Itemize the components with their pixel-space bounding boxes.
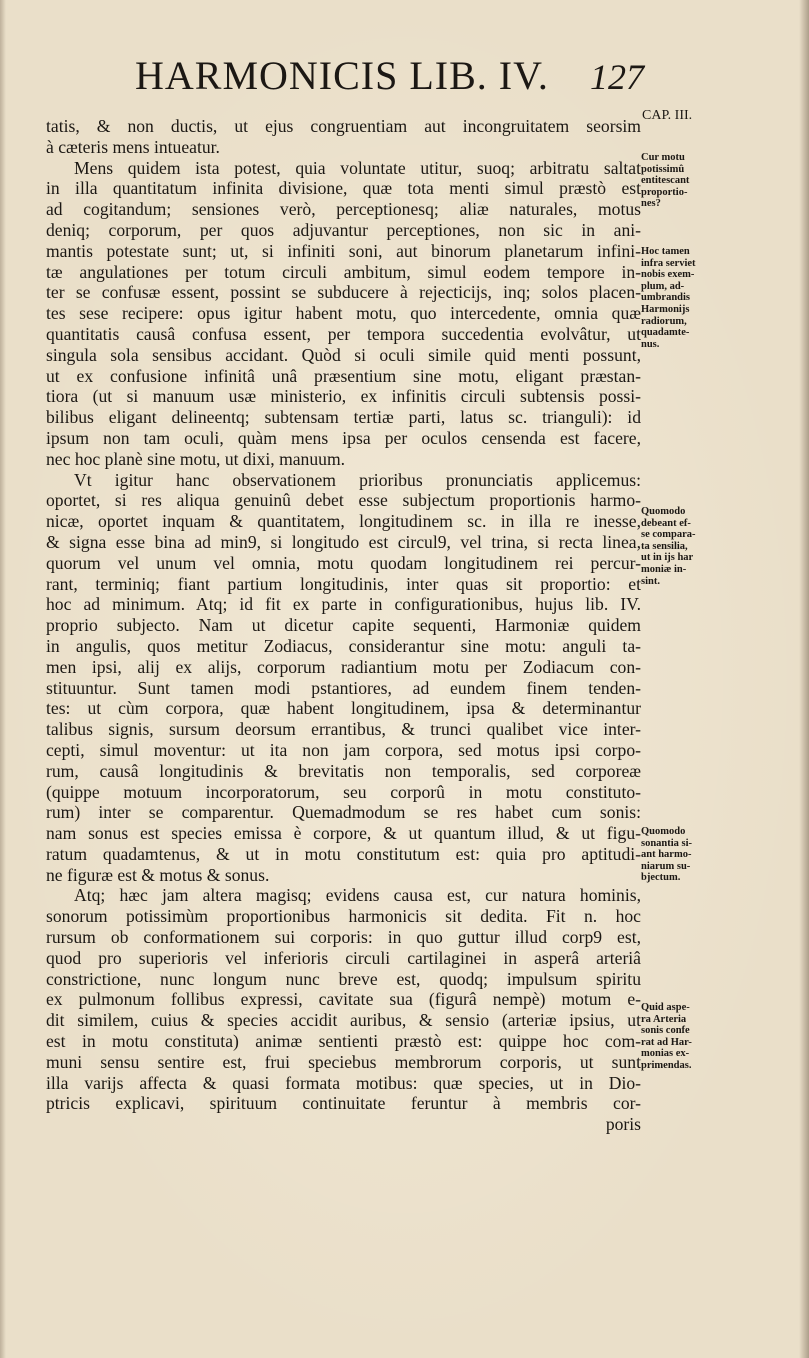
margin-note-line: sint. [641, 575, 660, 587]
text-line: ex pulmonum follibus expressi, cavitate sua (figurâ nempè) motum e- [46, 989, 641, 1010]
page-right-edge [799, 0, 809, 1358]
margin-note-line: ut in ijs har [641, 552, 694, 564]
text-line: tes sese recipere: opus igitur habent motu, quo intercedente, omnia quæ [46, 303, 641, 324]
margin-note-line: nes? [641, 198, 661, 210]
text-line: ter se confusæ essent, possint se subducere à rejecticijs, inq; solos placen- [46, 282, 641, 303]
margin-note-line: Harmonijs [641, 303, 690, 315]
text-line: ipsum non tam oculi, quàm mens ipsa per oculos censenda est facere, [46, 427, 641, 448]
margin-note-line: proportio- [641, 186, 688, 198]
margin-note [641, 1002, 719, 1072]
margin-note-line: bjectum. [641, 872, 681, 884]
text-line: men ipsi, alij ex alijs, corporum radiantium motu per Zodiacum con- [46, 656, 641, 677]
margin-note-line: quadamte- [641, 327, 690, 339]
text-line: mantis potestate sunt; ut, si infiniti soni, aut binorum planetarum infini- [46, 240, 641, 261]
margin-note-line: ta sensilia, [641, 540, 688, 552]
chapter-label: CAP. III. [642, 108, 693, 123]
text-line: tatis, & non ductis, ut ejus congruentiam aut incongruitatem seorsim [46, 116, 641, 136]
text-line: tiora (ut si manuum usæ ministerio, ex infinitis circuli subtensis possi- [46, 386, 641, 407]
text-line: dit similem, cuius & species accidit auribus, & sensio (arteriæ ipsius, ut [46, 1010, 641, 1031]
text-line: deniq; corporum, per quos adjuvantur perceptiones, non sic in ani- [46, 219, 641, 240]
text-line: ad cogitandum; sensiones verò, perceptionesq; aliæ naturales, motus [46, 199, 641, 220]
text-line: singula sola sensibus accidant. Quòd si oculi simile quid menti possunt, [46, 344, 641, 365]
text-line: tæ angulationes per totum circuli ambitum, simul eodem tempore in- [46, 261, 641, 282]
margin-note-line: rat ad Har- [641, 1036, 692, 1048]
text-line: nam sonus est species emissa è corpore, & ut quantum illud, & ut figu- [46, 823, 641, 844]
text-line: quantitatis causâ confusa essent, per tempora succedentia evolvâtur, ut [46, 323, 641, 344]
text-line: quorum vel unum vel omnia, motu quodam longitudinem rei percur- [46, 552, 641, 573]
text-line: proprio subjecto. Nam ut dicetur capite sequenti, Harmoniæ quidem [46, 615, 641, 636]
text-line: ne figuræ est & motus & sonus. [46, 864, 270, 885]
margin-note-line: Hoc tamen [641, 246, 690, 257]
text-line: ratum quadamtenus, & ut in motu constitutum est: quia pro aptitudi- [46, 843, 641, 864]
text-line: ptricis explicavi, spirituum continuitate feruntur à membris cor- [46, 1093, 641, 1114]
text-line: nec hoc planè sine motu, ut dixi, manuum. [46, 448, 346, 469]
text-line: Atq; hæc jam altera magisq; evidens causa est, cur natura hominis, [74, 885, 641, 906]
text-line: bilibus eligant delineentq; subtensam tertiæ parti, latus sc. trianguli): id [46, 407, 641, 428]
text-line: talibus signis, sursum deorsum errantibus, & trunci qualibet vice inter- [46, 719, 641, 740]
text-line: rum) inter se comparentur. Quemadmodum se res habet cum sonis: [46, 802, 641, 823]
text-line: oportet, si res aliqua genuinû debet esse subjectum proportionis harmo- [46, 490, 641, 511]
margin-note-line: primendas. [641, 1059, 692, 1071]
text-line: cepti, simul moventur: ut ita non jam corpora, sed motus ipsi corpo- [46, 739, 641, 760]
margin-note [641, 826, 719, 884]
page-number: 127 [590, 57, 644, 97]
margin-note [641, 246, 719, 350]
margin-note-line: moniæ in- [641, 563, 687, 575]
text-line: tes: ut cùm corpora, quæ habent longitudinem, ipsa & determinantur [46, 698, 641, 719]
text-line: sonorum potissimùm proportionibus harmonicis sit dedita. Fit n. hoc [46, 906, 641, 927]
text-line: quod pro superioris vel inferioris circuli cartilaginei in asperâ arteriâ [46, 947, 641, 968]
margin-note-line: niarum su- [641, 860, 691, 872]
margin-note-line: ra Arteria [641, 1013, 687, 1025]
margin-note-line: monias ex- [641, 1048, 690, 1060]
margin-note-line: se compara- [641, 529, 696, 541]
margin-note-line: radiorum, [641, 315, 687, 327]
text-line: rant, terminiq; fiant partium longitudinis, inter quas sit proportio: et [46, 573, 641, 594]
text-line: illa varijs affecta & quasi formata motibus: quæ species, ut in Dio- [46, 1072, 641, 1093]
margin-note-line: Quid aspe- [641, 1002, 690, 1013]
margin-note [641, 152, 719, 210]
margin-note-line: sonantia si- [641, 837, 693, 849]
text-line: ut ex confusione infinitâ unâ præsentium sine motu, eligant præstan- [46, 365, 641, 386]
text-line: & signa esse bina ad min9, si longitudo est circul9, vel trina, si recta linea, [46, 531, 641, 552]
text-line: hoc ad minimum. Atq; id fit ex parte in configurationibus, hujus lib. IV. [46, 594, 641, 615]
margin-note-line: ant harmo- [641, 849, 692, 861]
text-line: nicæ, oportet inquam & quantitatem, longitudinem sc. in illa re inesse, [46, 511, 641, 532]
catchword: poris [605, 1114, 641, 1135]
text-line: rursum ob conformationem sui corporis: in quo guttur illud corp9 est, [46, 927, 641, 948]
margin-note-line: Cur motu [641, 152, 685, 163]
text-line: Mens quidem ista potest, quia voluntate utitur, suoq; arbitratu saltat [74, 157, 641, 178]
text-line: est in motu constituta) animæ sentienti præstò est: quippe hoc com- [46, 1031, 641, 1052]
page-left-edge [0, 0, 6, 1358]
margin-note-line: Quomodo [641, 506, 686, 517]
margin-note-line: sonis confe [641, 1025, 690, 1037]
text-line: stituuntur. Sunt tamen modi pstantiores, ad eundem finem tenden- [46, 677, 641, 698]
text-line: in illa quantitatum infinita divisione, quæ tota menti simul præstò est [46, 178, 641, 199]
margin-note-line: entitescant [641, 175, 690, 187]
text-line: rum, causâ longitudinis & brevitatis non temporalis, sed corporeæ [46, 760, 641, 781]
text-line: in angulis, quos metitur Zodiacus, considerantur sine motu: anguli ta- [46, 635, 641, 656]
margin-note-line: umbrandis [641, 292, 691, 304]
body-text [46, 116, 641, 1135]
text-line: Vt igitur hanc observationem prioribus pronunciatis applicemus: [74, 469, 641, 490]
text-line: à cæteris mens intueatur. [46, 136, 220, 157]
margin-note-line: Quomodo [641, 826, 686, 837]
text-line: constrictione, nunc longum nunc breve est, quodq; impulsum spiritu [46, 968, 641, 989]
text-line: muni sensu sentire est, frui speciebus membrorum corporis, ut sunt [46, 1051, 641, 1072]
margin-note-line: plum, ad- [641, 280, 685, 292]
running-title: HARMONICIS LIB. IV. [135, 53, 549, 98]
margin-note-line: debeant ef- [641, 517, 691, 529]
margin-note-line: potissimû [641, 163, 685, 175]
margin-note-line: nus. [641, 338, 660, 350]
margin-note [641, 506, 719, 587]
margin-note-line: infra serviet [641, 257, 696, 269]
margin-note-line: nobis exem- [641, 269, 695, 281]
text-line: (quippe motuum incorporatorum, seu corporû in motu constituto- [46, 781, 641, 802]
